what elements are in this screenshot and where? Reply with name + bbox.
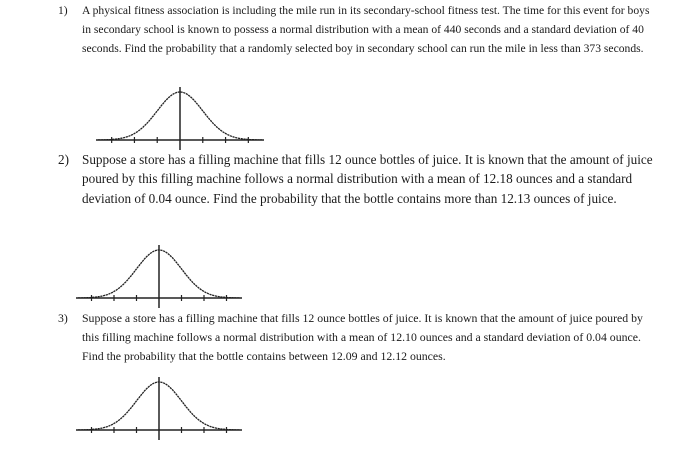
problem-number: 2) [58, 152, 69, 167]
bell-curve-graph [76, 373, 242, 441]
normal-curve-1 [96, 83, 264, 151]
problem-number: 3) [58, 311, 68, 325]
problem-3 [58, 309, 658, 366]
bell-curve-graph [96, 83, 264, 151]
problem-2 [58, 150, 658, 208]
normal-curve-2 [76, 241, 242, 309]
problem-text: A physical fitness association is including the mile run in its secondary-school fitness test. The time for this event for boys in secondary school is known to possess a normal distribution with a mean of 440 seconds and a standard deviation of 40 seconds. Find the probability that a randomly selected boy in secondary school can run the mile in less than 373 seconds. [82, 4, 650, 55]
problem-1 [58, 1, 658, 58]
problem-text: Suppose a store has a filling machine that fills 12 ounce bottles of juice. It is known that the amount of juice poured by this filling machine follows a normal distribution with a mean of 12.18 ounces and a standard deviation of 0.04 ounce. Find the probability that the bottle contains more than 12.13 ounces of juice. [82, 152, 653, 206]
bell-curve-graph [76, 241, 242, 309]
problem-number: 1) [58, 4, 68, 17]
normal-curve-3 [76, 373, 242, 441]
problem-text: Suppose a store has a filling machine that fills 12 ounce bottles of juice. It is known that the amount of juice poured by this filling machine follows a normal distribution with a mean of 12.10 ounces and a standard deviation of 0.04 ounce. Find the probability that the bottle contains between 12.09 and 12.12 ounces. [82, 311, 643, 363]
